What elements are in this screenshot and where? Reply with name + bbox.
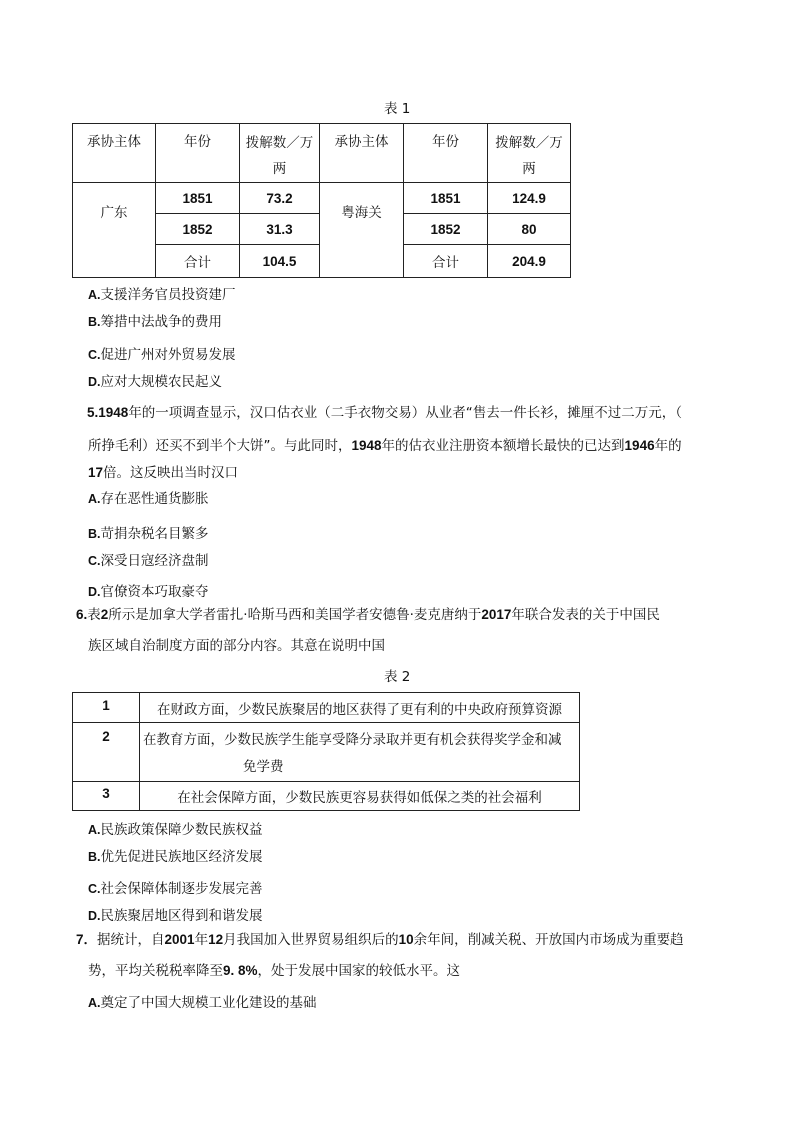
q7-option-a[interactable]: A.奠定了中国大规模工业化建设的基础 bbox=[88, 995, 317, 1011]
table-1 bbox=[72, 123, 571, 278]
table1-header-amount-left: 拨解数／万 两 bbox=[240, 124, 320, 183]
table1-cell-total-label: 合计 bbox=[404, 245, 488, 278]
q6-stem-line2: 族区域自治制度方面的部分内容。其意在说明中国 bbox=[88, 638, 385, 654]
table1-cell: 1851 bbox=[404, 183, 488, 214]
q4-option-c[interactable]: C.促进广州对外贸易发展 bbox=[88, 347, 236, 363]
q5-option-a[interactable]: A.存在恶性通货膨胀 bbox=[88, 491, 209, 507]
q4-option-b[interactable]: B.筹措中法战争的费用 bbox=[88, 314, 222, 330]
q5-option-c[interactable]: C.深受日寇经济盘制 bbox=[88, 553, 209, 569]
table1-cell: 1851 bbox=[156, 183, 240, 214]
table1-cell: 1852 bbox=[156, 214, 240, 245]
q7-stem-line1: 7．据统计，自2001年12月我国加入世界贸易组织后的10余年间，削减关税、开放国内市场成为重要趋 bbox=[76, 932, 684, 948]
table2-caption: 表 2 bbox=[384, 669, 411, 685]
q7-stem-line2: 势，平均关税税率降至9. 8%，处于发展中国家的较低水平。这 bbox=[88, 963, 461, 979]
q5-option-d[interactable]: D.官僚资本巧取豪夺 bbox=[88, 584, 209, 600]
table2-row-number: 3 bbox=[73, 782, 140, 811]
q6-option-d[interactable]: D.民族聚居地区得到和谐发展 bbox=[88, 908, 263, 924]
q5-stem-line1: 5.1948年的一项调查显示，汉口估衣业（二手衣物交易）从业者“售去一件长衫，摊厘不过二万元，（ bbox=[87, 405, 683, 421]
q5-stem-line2: 所挣毛利）还买不到半个大饼”。与此同时，1948年的估衣业注册资本额增长最快的已达到1946年的 bbox=[88, 438, 682, 454]
table1-subject-guangdong: 广东 bbox=[73, 183, 156, 278]
table1-cell: 73.2 bbox=[240, 183, 320, 214]
q5-stem-line3: 17倍。这反映出当时汉口 bbox=[88, 465, 239, 481]
table1-header-subject-right: 承协主体 bbox=[320, 124, 404, 183]
q6-option-c[interactable]: C.社会保障体制逐步发展完善 bbox=[88, 881, 263, 897]
table1-caption: 表 1 bbox=[384, 101, 411, 117]
table1-header-year-left: 年份 bbox=[156, 124, 240, 183]
table1-cell: 204.9 bbox=[488, 245, 571, 278]
table1-header-year-right: 年份 bbox=[404, 124, 488, 183]
table1-cell: 31.3 bbox=[240, 214, 320, 245]
q6-option-a[interactable]: A.民族政策保障少数民族权益 bbox=[88, 822, 263, 838]
table2-row-text: 在教育方面，少数民族学生能享受降分录取并更有机会获得奖学金和减 免学费 bbox=[140, 723, 580, 782]
q5-option-b[interactable]: B.苛捐杂税名目繁多 bbox=[88, 526, 209, 542]
table-2 bbox=[72, 692, 580, 811]
table1-cell-total-label: 合计 bbox=[156, 245, 240, 278]
table1-cell: 104.5 bbox=[240, 245, 320, 278]
table1-header-amount-right: 拨解数／万 两 bbox=[488, 124, 571, 183]
table2-row-number: 2 bbox=[73, 723, 140, 782]
q4-option-a[interactable]: A.支援洋务官员投资建厂 bbox=[88, 287, 236, 303]
q4-option-d[interactable]: D.应对大规模农民起义 bbox=[88, 374, 222, 390]
table1-cell: 80 bbox=[488, 214, 571, 245]
table1-header-subject-left: 承协主体 bbox=[73, 124, 156, 183]
table2-row-text: 在财政方面，少数民族聚居的地区获得了更有利的中央政府预算资源 bbox=[140, 693, 580, 723]
table1-cell: 1852 bbox=[404, 214, 488, 245]
q6-option-b[interactable]: B.优先促进民族地区经济发展 bbox=[88, 849, 263, 865]
q6-stem-line1: 6.表2所示是加拿大学者雷扎·哈斯马西和美国学者安德鲁·麦克唐纳于2017年联合发表的关于中国民 bbox=[76, 607, 660, 623]
table1-subject-customs: 粤海关 bbox=[320, 183, 404, 278]
table1-cell: 124.9 bbox=[488, 183, 571, 214]
table2-row-text: 在社会保障方面，少数民族更容易获得如低保之类的社会福利 bbox=[140, 782, 580, 811]
table2-row-number: 1 bbox=[73, 693, 140, 723]
